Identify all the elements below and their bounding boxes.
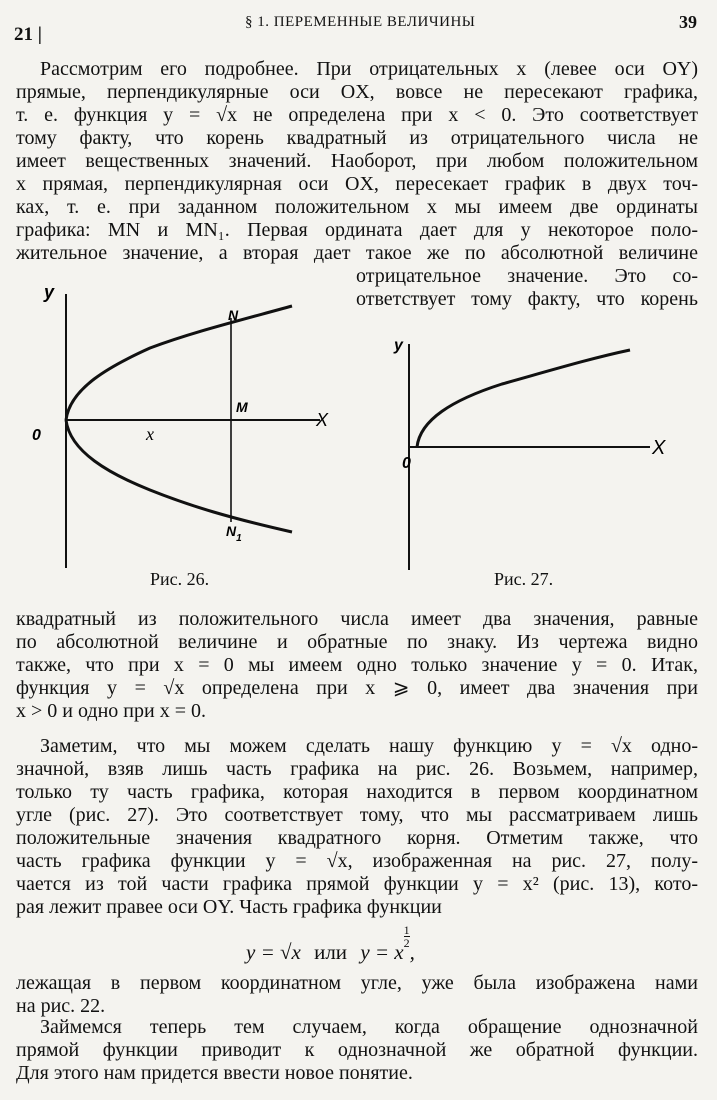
fig27-origin-label: 0 <box>402 455 411 472</box>
text-line: отрицательное значение. Это со- <box>356 265 698 287</box>
text-line: функция y = √x определена при x ⩾ 0, имеет два значения при <box>16 677 698 699</box>
text-line: чается из той части графика прямой функции y = x² (рис. 13), кото- <box>16 873 698 895</box>
paragraph-single-valued <box>16 735 698 919</box>
formula-sqrt: y = √x <box>246 940 301 964</box>
chapter-marker: 21 | <box>14 24 42 45</box>
text-line: ках, т. е. при заданном положительном x мы имеем две ординаты <box>16 196 698 218</box>
text-line: тому факту, что корень квадратный из отрицательного числа не <box>16 127 698 149</box>
text-line: прямые, перпендикулярные оси OX, вовсе не пересекают графика, <box>16 81 698 103</box>
text-line: лежащая в первом координатном угле, уже была изображена нами <box>16 972 698 994</box>
text-line: ответствует тому факту, что корень <box>356 288 698 310</box>
text-line: квадратный из положительного числа имеет два значения, равные <box>16 608 698 630</box>
fig26-x-label: x <box>146 424 154 444</box>
text-line: т. е. функция y = √x не определена при x < 0. Это соответствует <box>16 104 698 126</box>
text-line: по абсолютной величине и обратные по знаку. Из чертежа видно <box>16 631 698 653</box>
figure-27-caption: Рис. 27. <box>494 569 554 589</box>
figure-26 <box>30 278 340 578</box>
text-line: жительное значение, а вторая дает такое же по абсолютной величине <box>16 242 698 264</box>
text-line: Заметим, что мы можем сделать нашу функцию y = √x одно- <box>40 735 698 757</box>
text-line: на рис. 22. <box>16 995 106 1017</box>
fig26-lower-branch <box>66 420 292 532</box>
paragraph-intro <box>16 58 698 265</box>
formula-conj: или <box>314 940 348 964</box>
formula-power: y = x <box>360 940 404 964</box>
text-line: только ту часть графика, которая находится в первом координатном <box>16 781 698 803</box>
text-line: x > 0 и одно при x = 0. <box>16 700 206 722</box>
display-formula: y = √x или y = x $\frac{1}{2}$ , <box>246 923 415 964</box>
fig26-x-axis-label: X <box>316 410 329 430</box>
fig27-y-label: y <box>394 337 403 354</box>
paragraph-first-quadrant <box>16 972 698 1018</box>
fig27-curve <box>417 350 630 447</box>
text-line: Займемся теперь тем случаем, когда обращение однозначной <box>40 1016 698 1038</box>
fig26-N-label: N <box>228 307 239 323</box>
fig26-y-label: y <box>44 282 55 302</box>
text-line: графика: MN и MN₁. Первая ордината дает для y некоторое поло- <box>16 219 698 241</box>
text-line: x прямая, перпендикулярная оси OX, пересекает график в двух точ- <box>16 173 698 195</box>
fig26-origin-label: 0 <box>32 427 41 444</box>
formula-exponent: $\frac{1}{2}$ <box>403 923 410 950</box>
text-line: часть графика функции y = √x, изображенная на рис. 27, полу- <box>16 850 698 872</box>
text-line: также, что при x = 0 мы имеем одно только значение y = 0. Итак, <box>16 654 698 676</box>
paragraph-side <box>356 265 698 311</box>
text-line: имеет вещественных значений. Наоборот, при любом положительном <box>16 150 698 172</box>
text-line: положительные значения квадратного корня. Отметим также, что <box>16 827 698 849</box>
paragraph-two-values <box>16 608 698 723</box>
fig26-upper-branch <box>66 306 292 420</box>
text-line: Рассмотрим его подробнее. При отрицательных x (левее оси OY) <box>40 58 698 80</box>
fig26-M-label: M <box>236 399 248 415</box>
text-line: значной, взяв лишь часть графика на рис. 26. Возьмем, например, <box>16 758 698 780</box>
text-line: Для этого нам придется ввести новое понятие. <box>16 1062 413 1084</box>
running-head: § 1. ПЕРЕМЕННЫЕ ВЕЛИЧИНЫ <box>245 14 476 30</box>
text-line: угле (рис. 27). Это соответствует тому, что мы рассматриваем лишь <box>16 804 698 826</box>
page-number: 39 <box>679 12 697 32</box>
figure-27 <box>392 332 682 572</box>
paragraph-new-concept <box>16 1016 698 1085</box>
text-line: прямой функции приводит к однозначной же обратной функции. <box>16 1039 698 1061</box>
fig27-x-axis-label: X <box>652 437 666 459</box>
figure-26-caption: Рис. 26. <box>150 569 210 589</box>
fig26-N1-label: $N_1$ <box>226 523 242 544</box>
text-line: рая лежит правее оси OY. Часть графика функции <box>16 896 442 918</box>
